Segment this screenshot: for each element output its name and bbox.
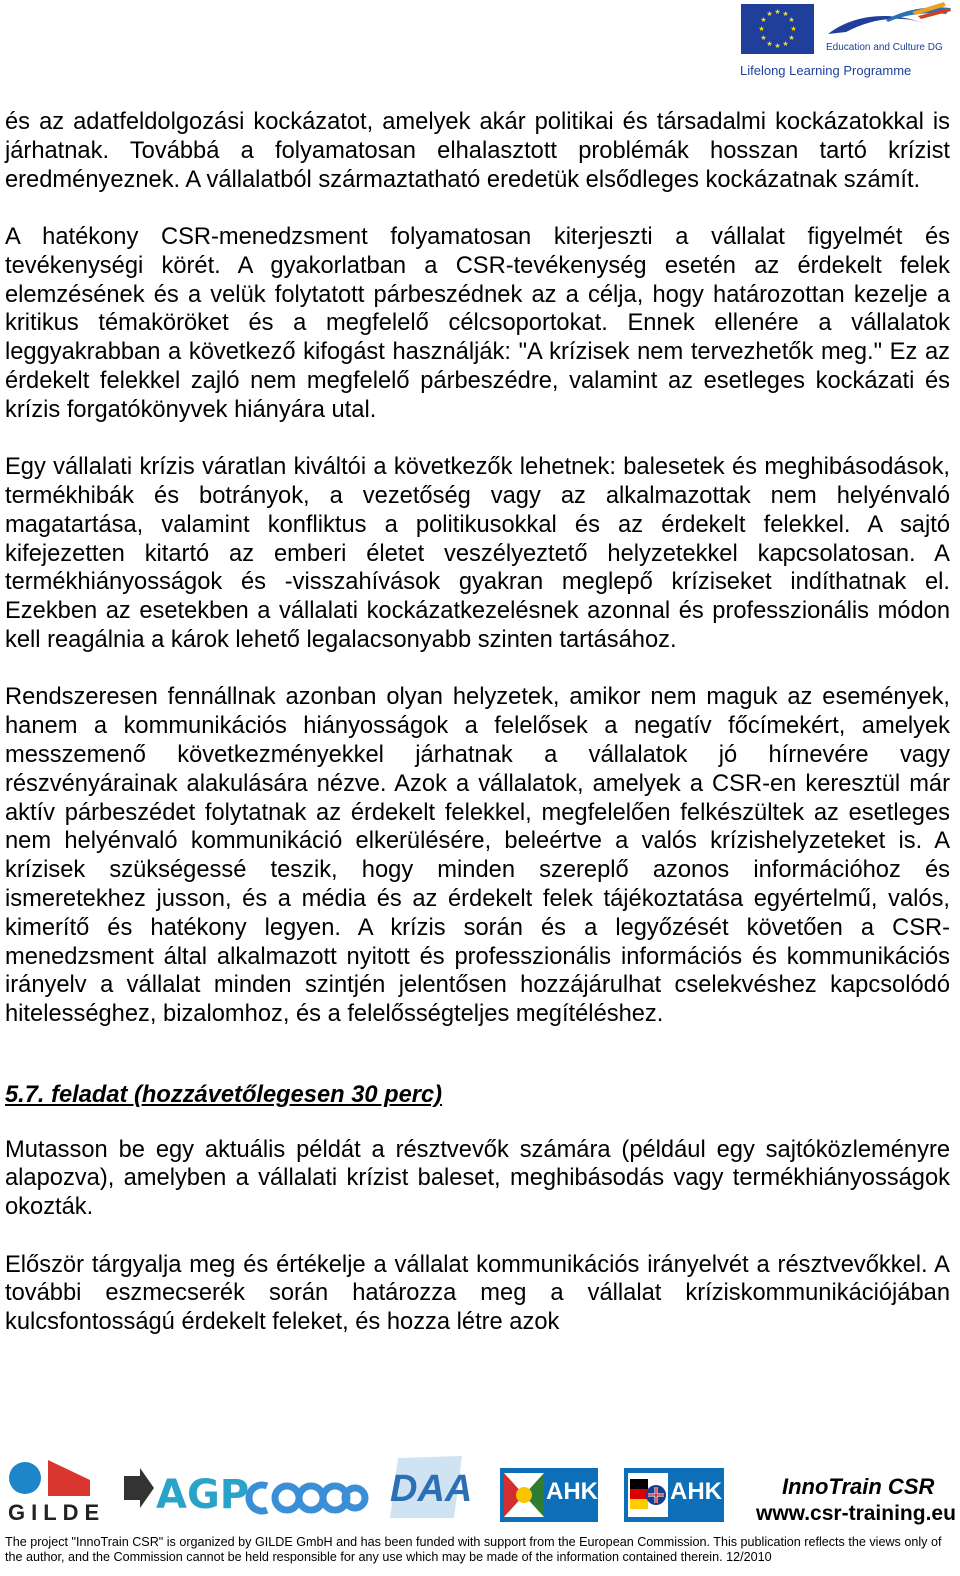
paragraph: és az adatfeldolgozási kockázatot, amelyek akár politikai és társadalmi kockázatokkal is járhatnak. Továbbá a folyamatosan elhalasztott problémák hosszan tartó krízist eredményeznek. A vállalatból származtatható eredetük elsődleges kockázatnak számít. [5, 109, 950, 193]
dg-label: Education and Culture DG [826, 42, 943, 53]
gilde-logo [8, 1456, 106, 1526]
wing-swoosh-icon [826, 2, 956, 42]
ahk-logo-hungary [500, 1468, 598, 1522]
gilde-mark-icon [8, 1456, 98, 1500]
ahk-label: AHK [670, 1478, 722, 1505]
svg-text:★: ★ [790, 25, 797, 33]
funding-disclaimer: The project "InnoTrain CSR" is organized by GILDE GmbH and has been funded with support from the European Commission. This publication reflects the views only of the author, and the Commission cannot be held responsible for any use which may be made of the information contained therein. 12/2010 [5, 1535, 942, 1564]
ceeoo-logo [243, 1478, 369, 1518]
paragraph: Egy vállalati krízis váratlan kiváltói a következők lehetnek: balesetek és meghibásodások, termékhibák és botrányok, a vezetőség vagy az alkalmazottak nem helyénvaló magatartása, valamint konfliktus a politikusokkal és az érdekelt felekkel. A sajtó kifejezetten kitartó az emberi életet veszélyeztető helyzetekkel kapcsolatosan. A termékhiányosságok és -visszahívások gyakran meglepő kríziseket indíthatnak el. Ezekben az esetekben a vállalati kockázatkezelésnek azonnal és professzionális módon kell reagálnia a károk lehető legalacsonyabb szinten tartásához. [5, 454, 950, 653]
agp-label: AGP [156, 1472, 250, 1518]
task-heading: 5.7. feladat (hozzávetőlegesen 30 perc) [5, 1081, 443, 1108]
svg-text:★: ★ [766, 40, 773, 48]
partner-logos [0, 1452, 960, 1532]
eu-flag-icon [741, 4, 814, 54]
innotrain-logo [756, 1474, 960, 1530]
ahk-logo-uk [624, 1468, 724, 1522]
svg-text:★: ★ [766, 10, 773, 18]
ceeoo-mark-icon [243, 1478, 369, 1518]
svg-text:★: ★ [760, 16, 767, 24]
flag-mark-icon [628, 1473, 668, 1517]
svg-text:★: ★ [782, 40, 789, 48]
programme-label: Lifelong Learning Programme [740, 63, 912, 78]
agp-logo [120, 1466, 250, 1522]
paragraph: A hatékony CSR-menedzsment folyamatosan kiterjeszti a vállalat figyelmét és tevékenységi körét. A gyakorlatban a CSR-tevékenység esetén az érdekelt felek elemzésének és a velük folytatott párbeszédnek az a célja, hogy határozottan kezelje a kritikus témaköröket és a megfelelő célcsoportokat. Ennek ellenére a vállalatok leggyakrabban a következő kifogást használják: "A krízisek nem tervezhetők meg." Ez az érdekelt felekkel zajló nem megfelelő párbeszédre, valamint az esetleges kockázati és krízis forgatókönyvek hiányára utal. [5, 223, 950, 423]
task-paragraph: Mutasson be egy aktuális példát a résztvevők számára (például egy sajtóközleményre alapozva), amelyben a vállalati krízist baleset, meghibásodás vagy termékhiányosságok okozták. [5, 1136, 950, 1221]
svg-text:★: ★ [788, 16, 795, 24]
svg-text:★: ★ [760, 34, 767, 42]
document-body [5, 108, 950, 1366]
svg-text:★: ★ [758, 25, 765, 33]
svg-text:★: ★ [782, 10, 789, 18]
ahk-label: AHK [546, 1478, 598, 1505]
paragraph: Rendszeresen fennállnak azonban olyan helyzetek, amikor nem maguk az események, hanem a kommunikációs hiányosságok a felelősek a negatív főcímekért, amelyek messzemenő következményekkel járhatnak a vállalatok jó hírnevére vagy részvényárainak alakulására nézve. Azok a vállalatok, amelyek a CSR-en keresztül már aktív párbeszédet folytatnak az érdekelt felekkel, megfelelően felkészültek az esetleges nem helyénvaló kommunikáció elkerülésére, beleértve a valós krízishelyzeteket is. A krízisek szükségessé teszik, hogy minden szereplő azonos információhoz és ismeretekhez jusson, és a média és az érdekelt felek tájékoztatása egyértelmű, valós, kimerítő és hatékony legyen. A krízis során és a legyőzését követően a CSR-menedzsment által alkalmazott nyitott és professzionális információs és kommunikációs irányelv a vállalat minden szintjén jelentősen hozzájárulhat cselekvéshez kapcsolódó hitelességhez, bizalomhoz, és a felelősségteljes megítéléshez. [5, 684, 950, 1028]
innotrain-url: www.csr-training.eu [756, 1502, 956, 1525]
lifelong-learning-logo [738, 0, 960, 90]
svg-text:★: ★ [774, 8, 781, 16]
svg-text:★: ★ [774, 42, 781, 50]
daa-logo [388, 1456, 473, 1520]
innotrain-title: InnoTrain CSR [782, 1474, 935, 1499]
task-paragraph: Először tárgyalja meg és értékelje a vállalat kommunikációs irányelvét a résztvevőkkel. A további eszmecserék során határozza meg a vállalat kríziskommunikációjában kulcsfontosságú érdekelt feleket, és hozza létre azok [5, 1251, 950, 1336]
flag-mark-icon [504, 1473, 544, 1517]
gilde-label: GILDE [8, 1500, 106, 1525]
svg-text:★: ★ [788, 34, 795, 42]
agp-arrow-icon [120, 1466, 156, 1522]
daa-label: DAA [390, 1468, 473, 1510]
